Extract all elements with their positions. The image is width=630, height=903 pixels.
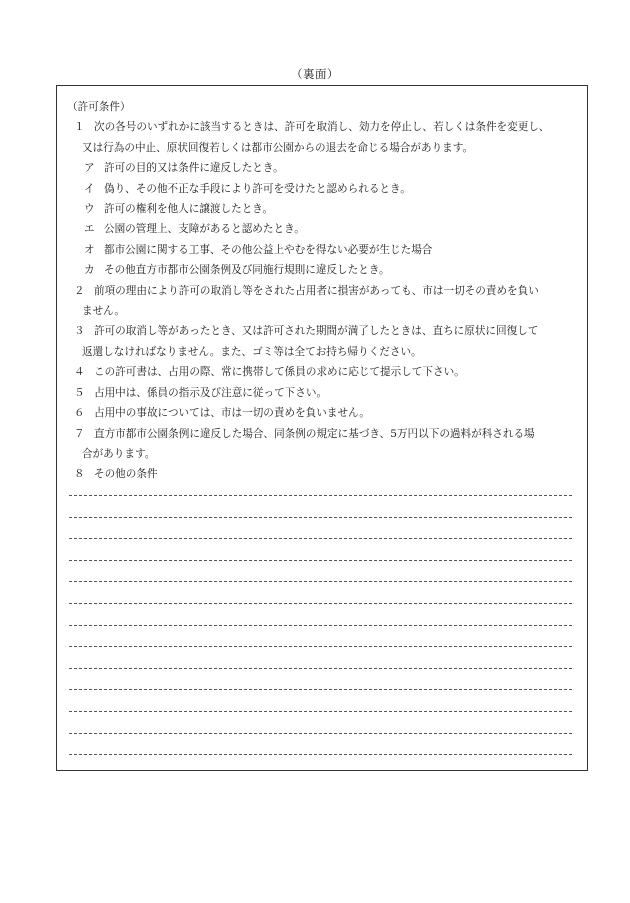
other-conditions-lines (69, 495, 572, 776)
item-7-line-1: ７ 直方市都市公園条例に違反した場合、同条例の規定に基づき、5万円以下の過料が科される場 (67, 424, 579, 444)
item-3-line-2: 返還しなければなりません。また、ゴミ等は全てお持ち帰りください。 (82, 345, 422, 358)
conditions-box (56, 85, 588, 771)
dashed-rule (69, 517, 572, 518)
item-6-line-1: ６ 占用中の事故については、市は一切の責めを負いません。 (67, 403, 579, 423)
item-1-line-1: １ 次の各号のいずれかに該当するときは、許可を取消し、効力を停止し、若しくは条件を変更し、 (67, 117, 579, 137)
dashed-rule (69, 495, 572, 496)
sub-item-mark: オ (84, 243, 95, 256)
dashed-rule (69, 603, 572, 604)
dashed-rule (69, 754, 572, 755)
item-number: ２ (74, 284, 85, 297)
sub-item-mark: カ (84, 264, 95, 277)
page-title: （裏面） (291, 67, 339, 81)
item-5-line-1: ５ 占用中は、係員の指示及び注意に従って下さい。 (67, 383, 579, 403)
sub-item-mark: エ (84, 223, 95, 236)
item-number: ４ (74, 366, 85, 379)
sub-item-o: オ 都市公園に関する工事、その他公益上やむを得ない必要が生じた場合 (67, 240, 579, 260)
item-4-line-1: ４ この許可書は、占用の際、常に携帯して係員の求めに応じて提示して下さい。 (67, 362, 579, 382)
sub-item-mark: ア (84, 162, 95, 175)
item-2-line-1: ２ 前項の理由により許可の取消し等をされた占用者に損害があっても、市は一切その責めを負い (67, 281, 579, 301)
dashed-rule (69, 733, 572, 734)
sub-item-ka: カ その他直方市都市公園条例及び同施行規則に違反したとき。 (67, 260, 579, 280)
dashed-rule (69, 581, 572, 582)
item-number: ５ (74, 386, 85, 399)
item-8-line-1: ８ その他の条件 (67, 464, 579, 484)
item-number: ７ (74, 427, 85, 440)
item-1-line-2: 又は行為の中止、原状回復若しくは都市公園からの退去を命じる場合があります。 (82, 141, 474, 154)
item-2-line-2: ません。 (82, 305, 126, 318)
item-number: ８ (74, 468, 85, 481)
conditions-content (67, 97, 579, 485)
sub-item-a: ア 許可の目的又は条件に違反したとき。 (67, 158, 579, 178)
section-heading: （許可条件） (67, 101, 131, 113)
item-number: ６ (74, 407, 85, 420)
dashed-rule (69, 646, 572, 647)
dashed-rule (69, 538, 572, 539)
item-number: ３ (74, 325, 85, 338)
item-7-line-2: 合があります。 (82, 447, 156, 460)
sub-item-i: イ 偽り、その他不正な手段により許可を受けたと認められるとき。 (67, 179, 579, 199)
sub-item-u: ウ 許可の権利を他人に譲渡したとき。 (67, 199, 579, 219)
dashed-rule (69, 668, 572, 669)
sub-item-mark: イ (84, 182, 95, 195)
dashed-rule (69, 711, 572, 712)
sub-item-mark: ウ (84, 203, 95, 216)
item-3-line-1: ３ 許可の取消し等があったとき、又は許可された期間が満了したときは、直ちに原状に回復して (67, 321, 579, 341)
sub-item-e: エ 公園の管理上、支障があると認めたとき。 (67, 219, 579, 239)
dashed-rule (69, 625, 572, 626)
item-number: １ (74, 121, 85, 134)
dashed-rule (69, 560, 572, 561)
dashed-rule (69, 689, 572, 690)
